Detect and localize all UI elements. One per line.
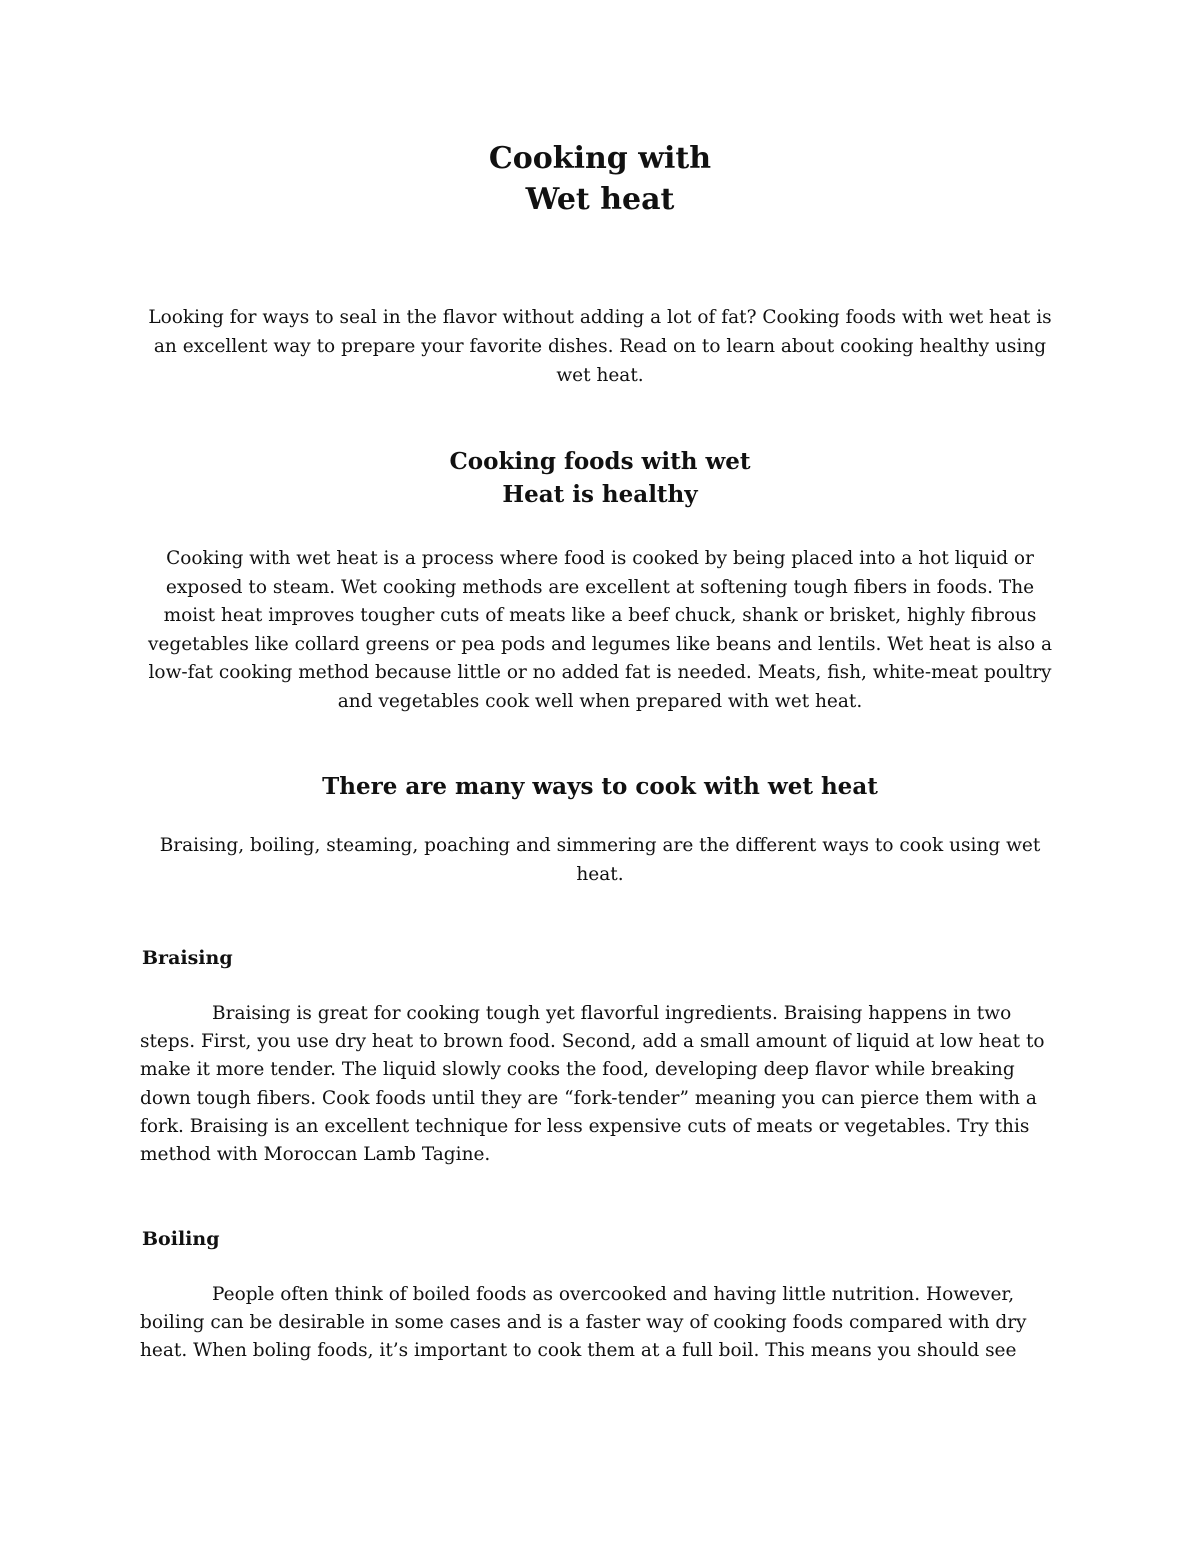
intro-paragraph: Looking for ways to seal in the flavor without adding a lot of fat? Cooking foods with wet heat is an excellent way to prepare your favorite dishes. Read on to learn about cooking healthy using wet heat.: [148, 307, 1052, 386]
healthy-paragraph: Cooking with wet heat is a process where food is cooked by being placed into a hot liquid or exposed to steam. Wet cooking methods are excellent at softening tough fibers in foods. The moist heat improves tougher cuts of meats like a beef chuck, shank or brisket, highly fibrous vegetables like collard greens or pea pods and legumes like beans and lentils. Wet heat is also a low-fat cooking method because little or no added fat is needed. Meats, fish, white-meat poultry and vegetables cook well when prepared with wet heat.: [147, 548, 1053, 712]
ways-paragraph: Braising, boiling, steaming, poaching and simmering are the different ways to cook using wet heat.: [159, 835, 1041, 885]
page-title: [0, 138, 1200, 220]
boiling-heading: Boiling: [142, 1228, 220, 1250]
section-heading-ways: There are many ways to cook with wet heat: [322, 773, 878, 800]
page-title-line-1: Cooking with: [488, 141, 712, 176]
section-heading-healthy-line-2: Heat is healthy: [502, 481, 698, 508]
page-title-line-2: Wet heat: [525, 182, 675, 217]
section-heading-healthy: [0, 445, 1200, 511]
braising-heading: Braising: [142, 947, 233, 969]
section-heading-healthy-line-1: Cooking foods with wet: [449, 448, 751, 475]
boiling-paragraph: People often think of boiled foods as overcooked and having little nutrition. However, boiling can be desirable in some cases and is a faster way of cooking foods compared with dry heat. When boling foods, it’s important to cook them at a full boil. This means you should see: [140, 1284, 1027, 1362]
braising-paragraph: Braising is great for cooking tough yet flavorful ingredients. Braising happens in two steps. First, you use dry heat to brown food. Second, add a small amount of liquid at low heat to make it more tender. The liquid slowly cooks the food, developing deep flavor while breaking down tough fibers. Cook foods until they are “fork-tender” meaning you can pierce them with a fork. Braising is an excellent technique for less expensive cuts of meats or vegetables. Try this method with Moroccan Lamb Tagine.: [140, 1003, 1045, 1166]
